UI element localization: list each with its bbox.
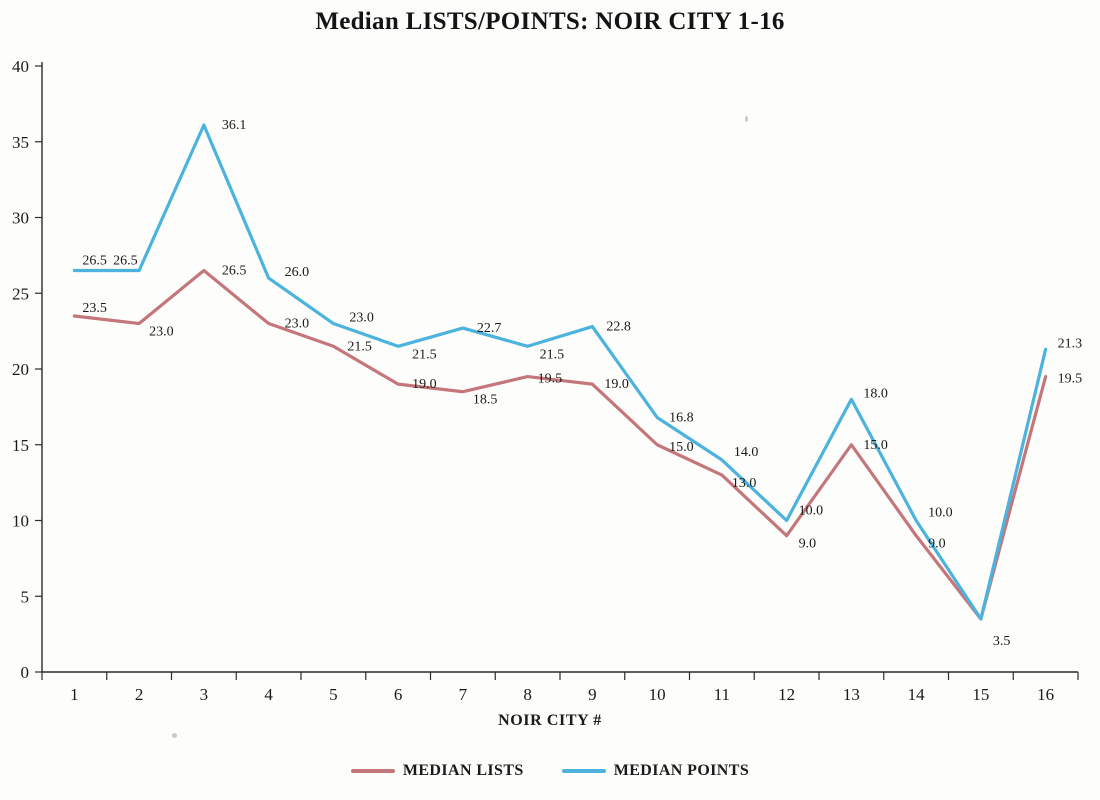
scan-speck <box>172 733 177 738</box>
svg-text:14: 14 <box>907 685 925 704</box>
svg-text:18.0: 18.0 <box>863 386 888 402</box>
svg-text:0: 0 <box>20 663 29 682</box>
svg-text:21.5: 21.5 <box>539 347 565 363</box>
svg-text:19.0: 19.0 <box>412 377 437 393</box>
legend-swatch-median-points <box>562 769 606 773</box>
chart-legend <box>0 762 1100 780</box>
svg-text:13: 13 <box>842 685 860 704</box>
svg-text:9: 9 <box>588 685 597 704</box>
svg-text:21.5: 21.5 <box>412 347 437 363</box>
svg-text:19.5: 19.5 <box>537 371 563 387</box>
svg-text:10: 10 <box>12 511 29 531</box>
legend-item-median-points[interactable] <box>562 762 749 780</box>
svg-text:5: 5 <box>20 587 29 607</box>
scan-speck <box>745 116 748 122</box>
svg-text:21.3: 21.3 <box>1057 336 1083 352</box>
x-axis-ticks <box>42 672 1078 704</box>
svg-text:22.8: 22.8 <box>606 319 631 335</box>
svg-text:19.5: 19.5 <box>1057 371 1083 387</box>
svg-text:40: 40 <box>12 57 29 76</box>
svg-text:15.0: 15.0 <box>669 439 694 455</box>
svg-text:36.1: 36.1 <box>221 118 247 134</box>
svg-text:5: 5 <box>329 685 338 704</box>
chart-axes <box>42 62 1078 672</box>
svg-text:25: 25 <box>12 284 29 304</box>
svg-text:4: 4 <box>264 685 273 704</box>
svg-text:18.5: 18.5 <box>472 392 498 408</box>
legend-label-median-points: MEDIAN POINTS <box>613 762 750 779</box>
svg-text:6: 6 <box>393 685 403 704</box>
svg-text:11: 11 <box>713 685 731 704</box>
svg-text:10.0: 10.0 <box>798 503 824 519</box>
legend-item-median-lists[interactable] <box>351 762 524 780</box>
legend-swatch-median-lists <box>351 769 395 773</box>
svg-text:26.5: 26.5 <box>113 253 138 269</box>
svg-text:8: 8 <box>523 685 532 704</box>
svg-text:16: 16 <box>1037 685 1055 704</box>
legend-label-median-lists: MEDIAN LISTS <box>402 762 524 779</box>
y-axis-ticks <box>12 57 42 682</box>
svg-text:1: 1 <box>70 685 79 704</box>
svg-text:13.0: 13.0 <box>731 476 757 492</box>
svg-text:15: 15 <box>972 685 990 704</box>
svg-text:23.0: 23.0 <box>284 316 310 332</box>
svg-text:15: 15 <box>12 435 29 455</box>
svg-text:26.5: 26.5 <box>221 263 247 279</box>
svg-text:9.0: 9.0 <box>798 536 817 552</box>
chart-title: Median LISTS/POINTS: NOIR CITY 1-16 <box>315 8 785 35</box>
svg-text:7: 7 <box>458 685 468 704</box>
svg-text:9.0: 9.0 <box>928 536 946 552</box>
x-axis-label: NOIR CITY # <box>498 712 602 729</box>
svg-text:30: 30 <box>12 208 29 228</box>
svg-text:10: 10 <box>648 685 666 704</box>
svg-text:12: 12 <box>778 685 796 704</box>
svg-text:26.0: 26.0 <box>284 265 310 281</box>
svg-text:14.0: 14.0 <box>733 444 759 460</box>
svg-text:21.5: 21.5 <box>347 339 372 355</box>
svg-text:20: 20 <box>12 360 29 379</box>
svg-text:10.0: 10.0 <box>928 505 953 521</box>
svg-text:15.0: 15.0 <box>863 437 888 453</box>
svg-text:23.0: 23.0 <box>149 324 174 340</box>
svg-text:35: 35 <box>12 132 29 152</box>
svg-text:2: 2 <box>134 685 144 704</box>
svg-text:22.7: 22.7 <box>476 321 502 337</box>
svg-text:3.5: 3.5 <box>992 633 1011 649</box>
svg-text:3: 3 <box>199 685 209 704</box>
svg-text:19.0: 19.0 <box>604 377 629 393</box>
svg-text:23.0: 23.0 <box>349 310 374 326</box>
svg-text:23.5: 23.5 <box>82 300 107 316</box>
svg-text:16.8: 16.8 <box>669 410 694 426</box>
svg-text:26.5: 26.5 <box>82 253 107 269</box>
